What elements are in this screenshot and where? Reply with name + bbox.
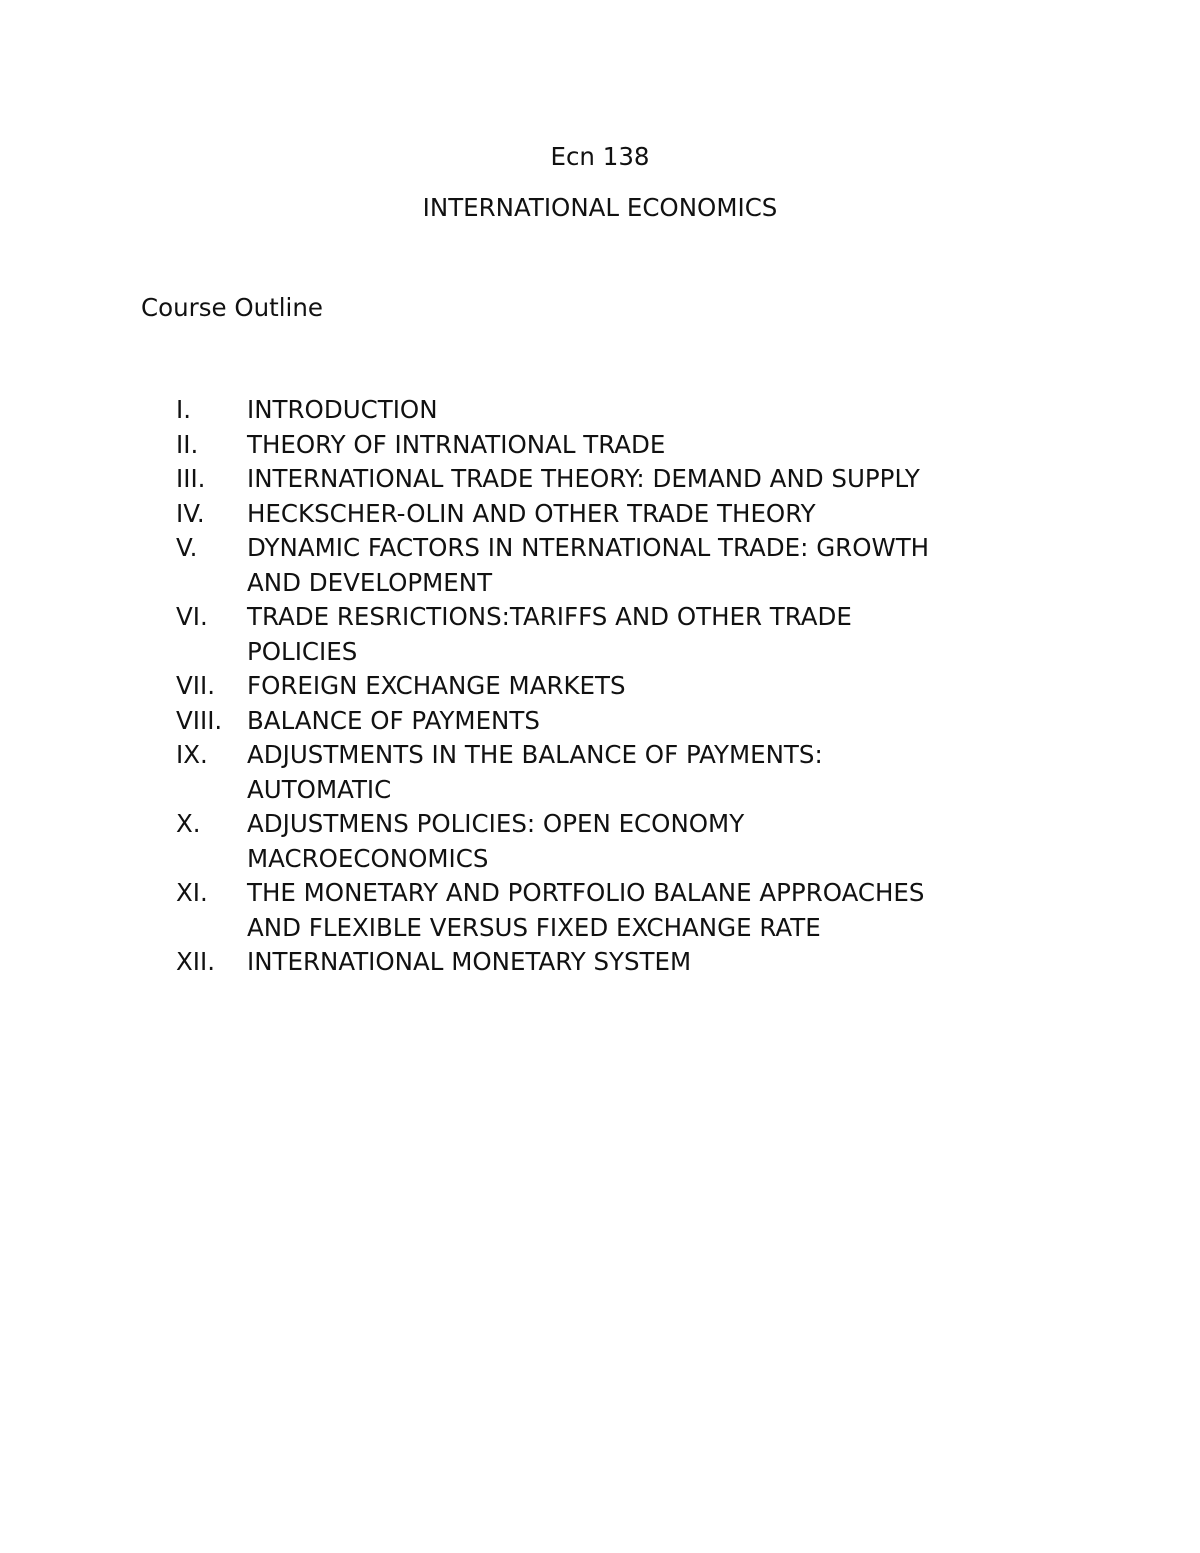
outline-text <box>247 393 1056 428</box>
outline-text-line: INTERNATIONAL TRADE THEORY: DEMAND AND SUPPLY <box>247 464 920 493</box>
outline-text-line: AUTOMATIC <box>247 774 392 804</box>
outline-numeral: X. <box>176 809 201 838</box>
outline-numeral: V. <box>176 533 198 562</box>
section-label: Course Outline <box>141 293 323 322</box>
outline-text <box>247 428 1056 463</box>
outline-text <box>247 600 1056 669</box>
outline-numeral: XII. <box>176 947 216 976</box>
outline-item <box>176 497 1056 532</box>
outline-item <box>176 669 1056 704</box>
outline-numeral: III. <box>176 464 206 493</box>
outline-text-line: THEORY OF INTRNATIONAL TRADE <box>247 429 666 459</box>
outline-text <box>247 945 1056 980</box>
outline-numeral: VI. <box>176 602 208 631</box>
outline-text-line: THE MONETARY AND PORTFOLIO BALANE APPROACHES <box>247 878 925 907</box>
outline-numeral: XI. <box>176 878 208 907</box>
outline-text-line: POLICIES <box>247 636 358 666</box>
outline-item <box>176 738 1056 807</box>
outline-numeral: IX. <box>176 740 208 769</box>
outline-item <box>176 462 1056 497</box>
outline-numeral: VIII. <box>176 705 223 735</box>
outline-text <box>247 704 1056 739</box>
outline-text-line: ADJUSTMENS POLICIES: OPEN ECONOMY <box>247 809 745 838</box>
outline-numeral: VII. <box>176 671 215 700</box>
outline-item <box>176 704 1056 739</box>
outline-text <box>247 497 1056 532</box>
outline-text-line: FOREIGN EXCHANGE MARKETS <box>247 671 626 700</box>
course-code: Ecn 138 <box>550 142 650 171</box>
outline-text-line: BALANCE OF PAYMENTS <box>247 705 540 735</box>
outline-item <box>176 531 1056 600</box>
outline-text-line: AND FLEXIBLE VERSUS FIXED EXCHANGE RATE <box>247 912 821 942</box>
outline-item <box>176 393 1056 428</box>
outline-text-line: DYNAMIC FACTORS IN NTERNATIONAL TRADE: GROWTH <box>247 533 930 562</box>
course-outline-list <box>176 393 1056 980</box>
outline-item <box>176 876 1056 945</box>
outline-numeral: I. <box>176 395 192 424</box>
outline-item <box>176 807 1056 876</box>
outline-text-line: INTERNATIONAL MONETARY SYSTEM <box>247 947 692 976</box>
outline-item <box>176 428 1056 463</box>
outline-text-line: TRADE RESRICTIONS:TARIFFS AND OTHER TRADE <box>247 602 852 631</box>
outline-text <box>247 669 1056 704</box>
outline-numeral: II. <box>176 429 199 459</box>
outline-text <box>247 738 1056 807</box>
outline-item <box>176 600 1056 669</box>
outline-item <box>176 945 1056 980</box>
outline-text-line: HECKSCHER-OLIN AND OTHER TRADE THEORY <box>247 498 816 528</box>
outline-text-line: INTRODUCTION <box>247 395 438 424</box>
outline-text-line: ADJUSTMENTS IN THE BALANCE OF PAYMENTS: <box>247 740 823 769</box>
outline-text <box>247 876 1056 945</box>
outline-text <box>247 462 1056 497</box>
outline-text <box>247 807 1056 876</box>
outline-text-line: MACROECONOMICS <box>247 843 489 873</box>
outline-text <box>247 531 1056 600</box>
outline-numeral: IV. <box>176 498 205 528</box>
course-title: INTERNATIONAL ECONOMICS <box>422 193 778 222</box>
outline-text-line: AND DEVELOPMENT <box>247 567 493 597</box>
